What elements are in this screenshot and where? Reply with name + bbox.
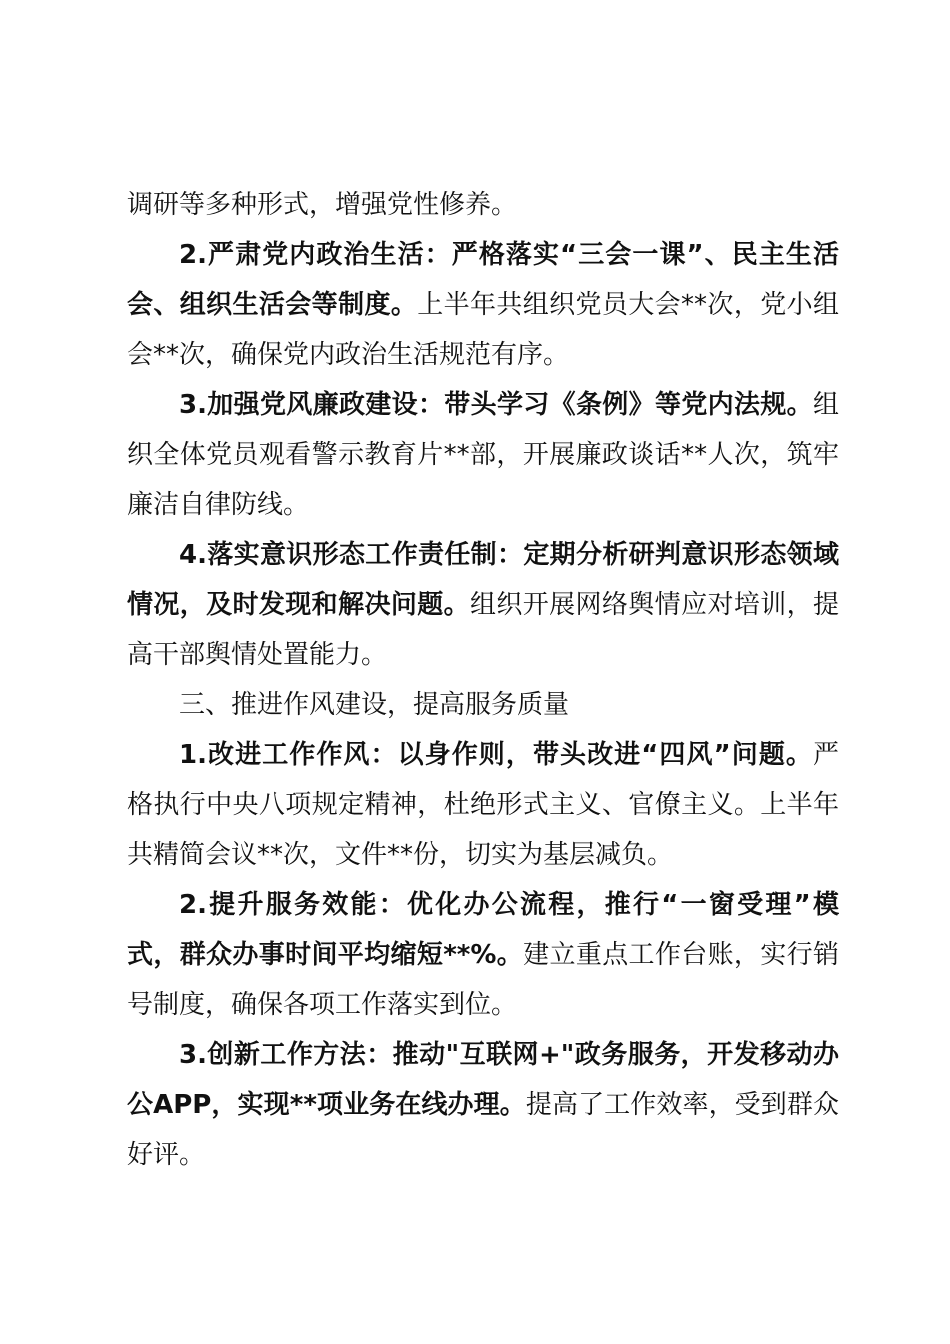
paragraph-service-efficiency — [127, 880, 839, 1030]
paragraph-lead: 3.加强党风廉政建设：带头学习《条例》等党内法规。 — [179, 390, 813, 420]
paragraph-text: 上半年共组织党员大会**次，党小组会**次，确保党内政治生活规范有序。 — [127, 290, 839, 370]
paragraph-party-life — [127, 230, 839, 380]
paragraph-lead: 4.落实意识形态工作责任制：定期分析研判意识形态领域情况，及时发现和解决问题。 — [127, 540, 839, 620]
paragraph-continuation — [127, 180, 839, 230]
paragraph-text: 调研等多种形式，增强党性修养。 — [127, 190, 518, 220]
paragraph-integrity — [127, 380, 839, 530]
document-body — [127, 180, 839, 1180]
paragraph-work-style — [127, 730, 839, 880]
paragraph-lead: 2.提升服务效能：优化办公流程，推行“一窗受理”模式，群众办事时间平均缩短**%。 — [127, 890, 839, 970]
paragraph-ideology — [127, 530, 839, 680]
paragraph-text: 组织开展网络舆情应对培训，提高干部舆情处置能力。 — [127, 590, 839, 670]
paragraph-lead: 2.严肃党内政治生活：严格落实“三会一课”、民主生活会、组织生活会等制度。 — [127, 240, 839, 320]
paragraph-lead: 1.改进工作作风：以身作则，带头改进“四风”问题。 — [179, 740, 813, 770]
paragraph-text: 组织全体党员观看警示教育片**部，开展廉政谈话**人次，筑牢廉洁自律防线。 — [127, 390, 839, 520]
section-heading: 三、推进作风建设，提高服务质量 — [179, 690, 570, 720]
paragraph-work-methods — [127, 1030, 839, 1180]
paragraph-text: 严格执行中央八项规定精神，杜绝形式主义、官僚主义。上半年共精简会议**次，文件**份，切实为基层减负。 — [127, 740, 839, 870]
paragraph-text: 提高了工作效率，受到群众好评。 — [127, 1090, 839, 1170]
paragraph-text: 建立重点工作台账，实行销号制度，确保各项工作落实到位。 — [127, 940, 839, 1020]
paragraph-lead: 3.创新工作方法：推动"互联网+"政务服务，开发移动办公APP，实现**项业务在线办理。 — [127, 1040, 839, 1120]
